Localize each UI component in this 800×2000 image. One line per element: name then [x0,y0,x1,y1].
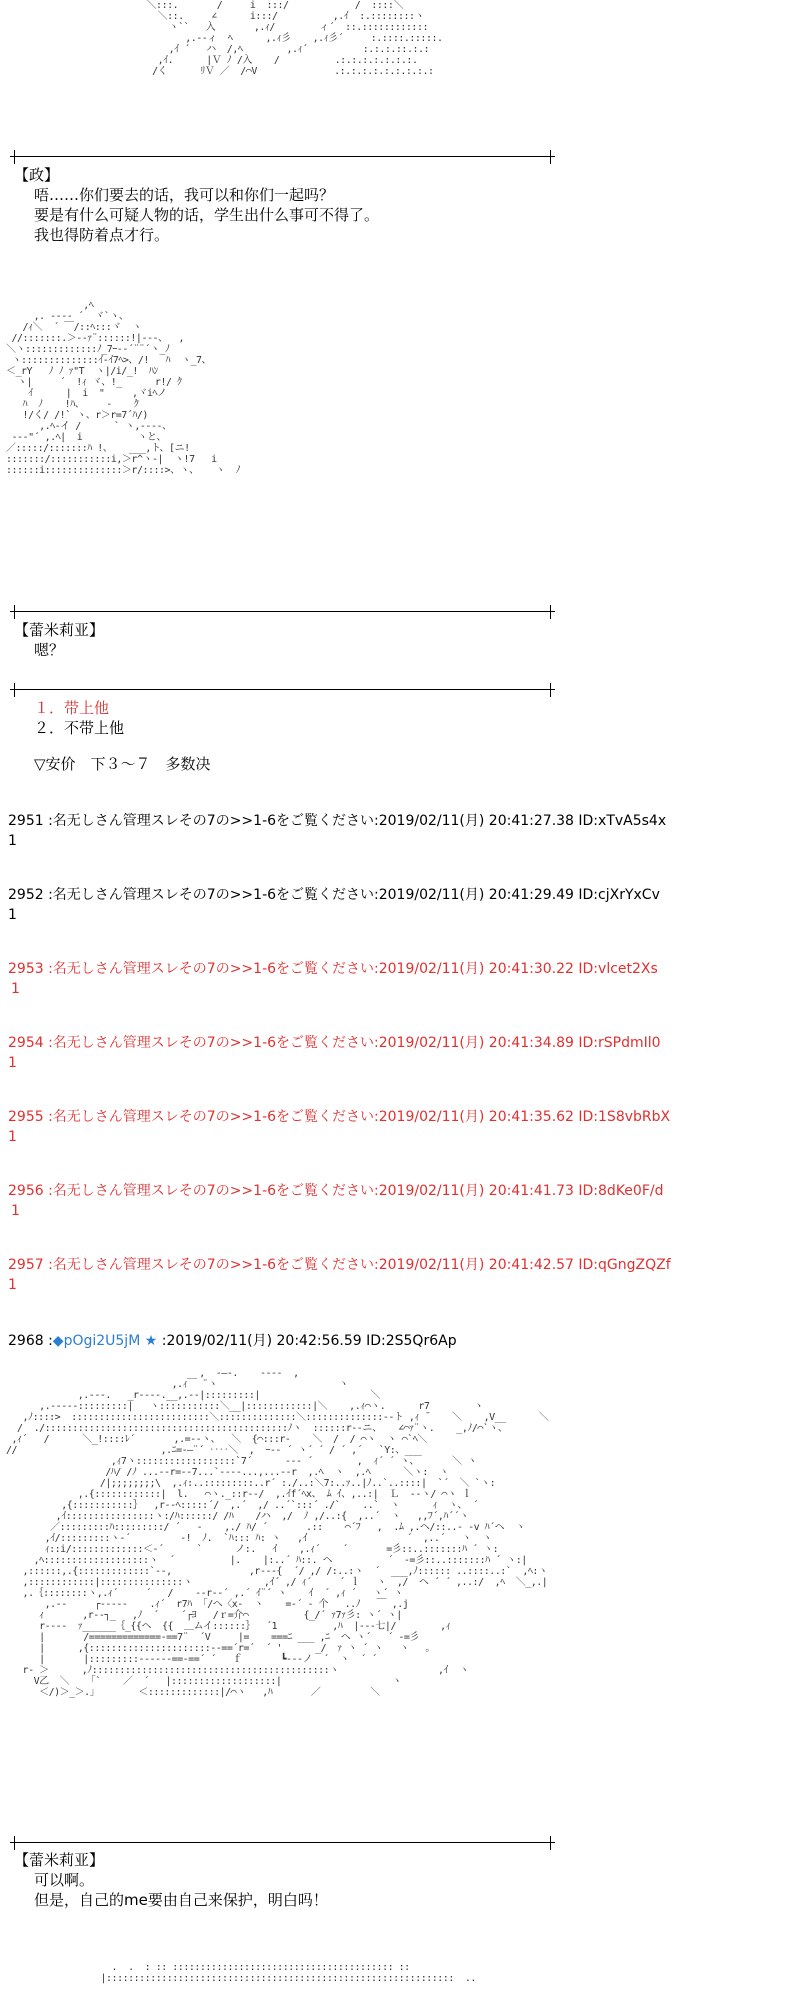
post-body: 1 [11,1203,20,1219]
post-header: 2952 :名无しさん管理スレその7の>>1-6をご覧ください:2019/02/11(月) 20:41:29.49 ID:cjXrYxCv [8,887,660,903]
post-body: 1 [8,907,17,923]
post-header: 2951 :名无しさん管理スレその7の>>1-6をご覧ください:2019/02/11(月) 20:41:27.38 ID:xTvA5s4x [8,813,667,829]
ascii-art-character: ,ﾍ ,. -‐-‐ ´ ヾ`ヽ、 /ｨ＼ ´ ￣/::ﾍ:::ヾ ヽ //:::::::.＞-‐ｧ¨::::::!|-‐-、 , ＼ヽ:::::::::::::ﾉ_7ｰ-‐´¨¨´ヽ_ﾉ ヽ::::::::::::::ｲ-ｲ7ﾍ>、/! ﾊ ヽ_7、 ＜_rY ﾉ ﾉ ｧ"T ヽ|/i/_! ﾊﾝ ヽ| ´ !ｨ ヾ、!_ r!/ ｸ ｲ | i " ,ヾiﾍノ ﾊ ﾉ !ﾊ、 ‐ ｸ !/く/ /!` ヽ、r＞r=7´ﾊ/) ,.ﾍ-イ / ` ヽ,-‐--、 --‐"´ ,.ﾍ| i ヽと、 ／:::::/:::::::ﾊ !、 ___,ト、[ニ! :::::::/:::::::::::i,＞r^ヽ-| ヽ!7 i ::::::i::::::::::::::＞r/::::>、ヽ、 ヽ ﾉ [6,300,241,476]
op-post-header [8,1332,457,1350]
post-header: 2953 :名无しさん管理スレその7の>>1-6をご覧ください:2019/02/11(月) 20:41:30.22 ID:vlcet2Xs [8,961,658,977]
post-meta: :2019/02/11(月) 20:42:56.59 ID:2S5Qr6Ap [157,1333,457,1349]
speaker-name: 【蕾米莉亚】 [14,1851,105,1869]
ascii-art-bottom: . . : :: :::::::::::::::::::::::::::::::::::::::: :: |::::::::::::::::::::::::::::::::::::::::::::::::::::::::::::::: .. [100,1962,476,1984]
post-body: 1 [11,981,20,997]
dialogue-line: 但是，自己的me要由自己来保护，明白吗！ [34,1891,328,1909]
separator [10,611,555,612]
dialogue-line: 嗯？ [34,641,65,659]
vote-rule: ▽安价 下３～７ 多数决 [34,755,211,773]
dialogue-line: 我也得防着点才行。 [34,226,170,244]
post-header: 2956 :名无しさん管理スレその7の>>1-6をご覧ください:2019/02/11(月) 20:41:41.73 ID:8dKe0F/d [8,1183,664,1199]
dialogue-line: 唔……你们要去的话，我可以和你们一起吗？ [34,186,335,204]
dialogue-line: 可以啊。 [34,1871,95,1889]
separator [10,689,555,690]
post-header: 2957 :名无しさん管理スレその7の>>1-6をご覧ください:2019/02/11(月) 20:41:42.57 ID:qGngZQZf [8,1257,671,1273]
separator [10,156,555,157]
post-number: 2968 : [8,1333,53,1349]
post-body: 1 [8,1055,17,1071]
ascii-art-scene: , ‐―-. ‐--‐ , ,.ｨ￣ ¨ヽ ヽ ,.-‐-. _r‐‐‐-.__,.-‐|:::::::::| ＼ ,.-‐‐‐‐:::::::::| ヽ:::::::::::＼__|::::::::::::|＼ ,.ｨ⌒ヽ. r7 ヽ ,ﾉ::::> :::::::::::::::::::::::::＼::::::::::::::＼::::::::::::::-‐ト ,ｨ ̄ ＼ ,V__ ＼ / ./::::::::::::::::::::::::::::::::::::::::::::ﾉヽ ::::::r-‐ニ、 ∠⌒ｧ¨ヽ. _,ﾉ/⌒`ヽ、 ,ｨ´ / ＼_!::::ﾚ´ ,.=-‐ヽ、 ＼ {⌒:::r‐ ＼ / / ⌒ヽ ヽ ⌒`ﾍ＼ // ,.ﾆ=-―¨´ ‥‥＼ , ｰ-‐ ´ ヽ´ ´ / ´ ,´ `Y:、___ ,ｨ7ヽ::::::::::::::::::`7´ ‐-‐ ´ , ｨ´ ´ ヽ、 ＼ ヽ /ﾊ/ /ﾉ ...‐-r=-‐7...`‐‐--...,...‐-r ,.ﾍ ヽ ,.ﾍ ＼ヽ: ヽ /|;;;;;;;;\ ,.ｨ:..:::::::::..r´ :./..:＼7:..ｧ..|ﾉ..`..::::| `´ ＼ `ヽ: ,.{::::::::::::| l. ⌒ヽ._::r-‐/ ,.ｲf´ﾍx、 ﾑ ｲ、,..:| Ｌ ‐‐ヽ/ ⌒ヽ ｌ ,{:::::::::::｝ ,r-‐ﾍ:::::´/ ,.´ ,/ ..´`:::´ ./` ..` ヽ ｨ ヽ、 ´ ,ｲ::::::::::::::::ヽ:/ﾊ::::::/ /ﾊ /ハ ,/ ﾉ ,/..:{ ,..´ ヽ ,,ﾌ´,ﾊ´´ヽ ／:::::::::ﾊ:::::::::/ ´ ‐ ,./ ﾊ/ ´ .:: ⌒´ﾌ , .ﾑ ,.ヘ/::..‐ -v ﾊ´ヘ ヽ ,ｲ/:::::::::ヽ‐´ -! ﾉ. `ﾊ::: ﾊ: ヽ ,ｲ ´ ,..´ ヽ ヽ ｨ::i/:::::::::::::＜‐´ ` ノ:. ｲ ,.ｨ´ ´ =彡::..:::::::ﾊ ´ ヽ: ,ﾍ:::::::::::::::::::ヽ ´ |. |:..´ ﾊ::. ヘ ´ -=彡::..:::::::ﾊ ´ ヽ:| ,::::::,.{:::::::::::::`‐-, ,r‐‐-{ ´/ ,/ /:..:ヽ ´ ___,ﾉ:::::: ..::::..:` ,ﾍ:ヽ ,::::::::::::|:::::::::::::::ヽ ,ｲ´ ,/ ｨ´ ´ ｌ ヽ ,/ ヘ ´ ´ ,..:/ ,ﾍ ＼_,.| ,.｛::::::::ヽ,.ｨ´ ´ / ‐-r-‐´ ,.´ ｲ¨´ ヽ ｲ ´ ,ｨ ´ ヽ´ ヽ ,.-‐ ┌‐-‐‐- .ｨ´ r7ﾊ ｢/ヘ〈x‐ ヽ =-´ ‐ 个 ..ﾉ ￣ ,.j ｨ ,r‐‐┐_ ,ﾉ ´ ´┌ﾖ /ｒ=介⌒ {_/´ ｧ7ｧ彡: ヽ´ ヽ| r‐‐‐‐ ｧ______｛_{{ヘ {{ ＿ムイ::::::｝ ´1 ,ﾊ |‐‐‐七|/ ,ｨ | /=============‐==7¨ ´V |= ===ﾆ ___ ,ﾆ ヘ ヽ´ ´ ‐=彡 | ,{::::::::::::::::::::::‐‐==´r=´ ´ ' _/ ｧ ヽ ´ ヽ ヽ ｡ | |:::::::::‐‐‐‐‐‐==‐==´ ´ ｆ ┗‐-‐ノ ´ ヽ ´ ´ r‐ ＞ ,ﾉ:::::::::::::::::::::::::::::::::::::::::::ヽ ,ｲ ヽ V乙 ＼ 「` ／ ´ |:::::::::::::::::::| ヽ ＜/)＞_＞.｣ ＜:::::::::::::|/⌒ヽ ,ﾊ ／ ＼ [6,1368,549,1698]
author-trip: ◆pOgi2U5jM ★ [52,1333,158,1349]
separator [10,1842,555,1843]
speaker-name: 【蕾米莉亚】 [14,621,105,639]
choice-item: ２．不带上他 [34,719,125,737]
ascii-art-top: ＼:::. / i :::/ / ::::＼ ＼::. ∠ i:::/ ,.ｲ :.::::::::ヽ ヽ`` 入 ,.ｨ/ ィ´ ::.:::::::::::: ,.-‐ィ ﾍ ,.ｨ彡 ,.ｨ彡´ :.::::.:::::. ,ｲ ´ ハ /,ﾍ ,.ｨ´ :.:.:.::.:.: ,ｲ. |Ｖ ﾉ /入 / .:.:.:.:.:.:.:. /く ﾘＶ ／ /⌒V .:.:.:.:.:.:.:.:.: [146,0,443,77]
speaker-name: 【政】 [14,166,60,184]
post-body: 1 [8,833,17,849]
post-header: 2955 :名无しさん管理スレその7の>>1-6をご覧ください:2019/02/11(月) 20:41:35.62 ID:1S8vbRbX [8,1109,671,1125]
post-header: 2954 :名无しさん管理スレその7の>>1-6をご覧ください:2019/02/11(月) 20:41:34.89 ID:rSPdmIl0 [8,1035,661,1051]
post-body: 1 [8,1129,17,1145]
choice-item: １．带上他 [34,699,110,717]
dialogue-line: 要是有什么可疑人物的话，学生出什么事可不得了。 [34,206,380,224]
post-body: 1 [8,1277,17,1293]
